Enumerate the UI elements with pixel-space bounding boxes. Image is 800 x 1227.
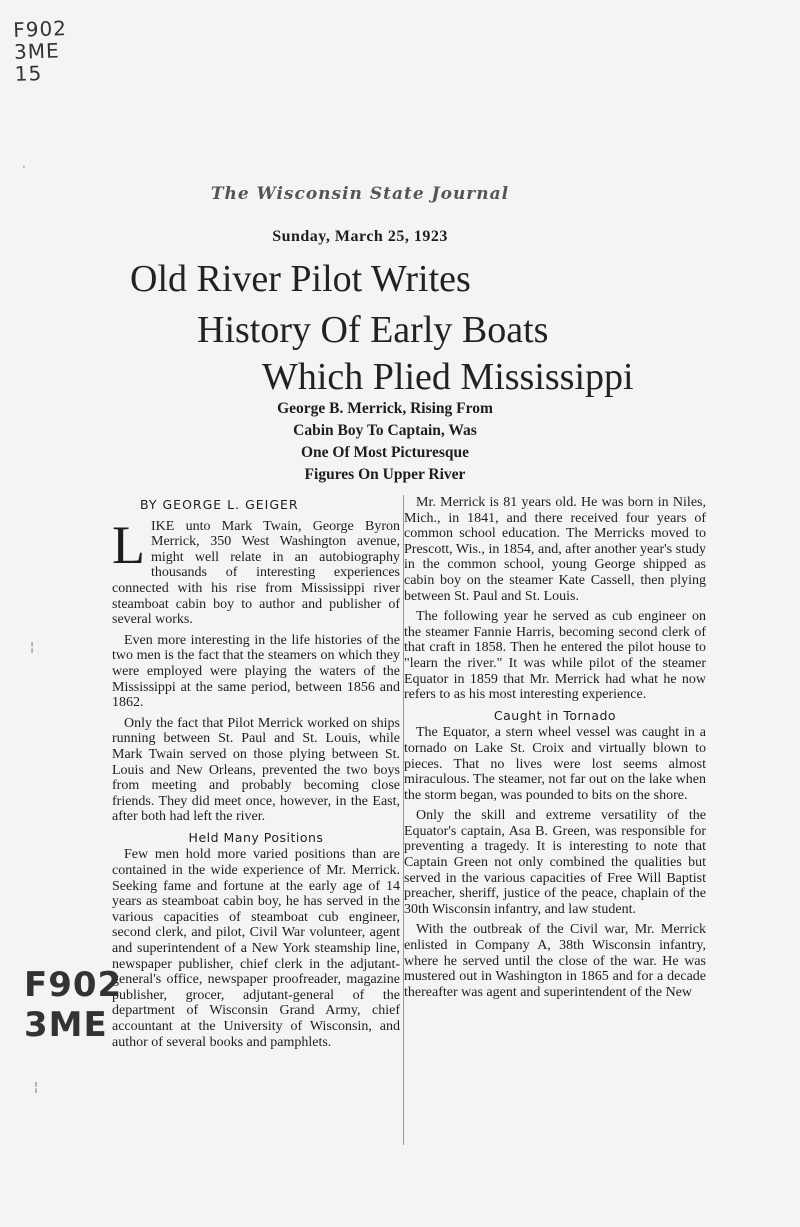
article-paragraph: Only the fact that Pilot Merrick worked on ships running between St. Paul and St. Louis, while Mark Twain served on those plying between St. Louis and New Orleans, prevented the two boys from meeting and probably becoming close friends. They did meet once, however, in the East, after both had left the river. (112, 715, 400, 825)
article-paragraph: Mr. Merrick is 81 years old. He was born in Niles, Mich., in 1841, and there received four years of common school education. The Merricks moved to Prescott, Wis., in 1854, and, after another year's study in the common school, young George shipped as cabin boy on the steamer Kate Cassell, then plying between St. Paul and St. Louis. (404, 495, 706, 604)
deck-line: One Of Most Picturesque (300, 444, 470, 461)
handwritten-line: F902 (24, 965, 123, 1005)
archive-handwritten-code-top (13, 17, 69, 85)
article-paragraph: The following year he served as cub engineer on the steamer Fannie Harris, becoming second clerk of that craft in 1858. Then he entered the pilot house to "learn the river." It was while pilot of the steamer Equator in 1859 that Mr. Merrick had what he now refers to as his most interesting experience. (404, 609, 706, 703)
handwritten-line: 3ME (24, 1005, 108, 1045)
drop-cap: L (112, 514, 145, 575)
headline-line-1: Old River Pilot Writes (130, 258, 471, 300)
article-paragraph: With the outbreak of the Civil war, Mr. Merrick enlisted in Company A, 38th Wisconsin infantry, where he served until the close of the war. He was mustered out in Washington in 1865 and for a decade thereafter was agent and superintendent of the New (404, 922, 706, 1000)
margin-mark: · (22, 160, 26, 174)
article-paragraph: Even more interesting in the life histories of the two men is the fact that the steamers on which they were employed were playing the waters of the Mississippi at the same period, between 1856 and 1862. (112, 632, 400, 711)
margin-mark: ¦ (34, 1080, 39, 1094)
article-paragraph: LIKE unto Mark Twain, George Byron Merrick, 350 West Washington avenue, might well relate in an autobiography thousands of interesting experiences connected with his rise from Mississippi river steamboat cabin boy to author and publisher of several works. (112, 514, 400, 628)
deck-line: George B. Merrick, Rising From (277, 400, 493, 417)
byline: BY GEORGE L. GEIGER (140, 497, 299, 512)
deck-line: Figures On Upper River (304, 466, 466, 483)
subheadline-deck (230, 398, 540, 486)
section-subhead: Caught in Tornado (493, 707, 617, 723)
section-subhead: Held Many Positions (188, 829, 324, 845)
archive-handwritten-code-bottom (24, 965, 122, 1045)
margin-mark: ¦ (30, 640, 35, 654)
handwritten-line: F902 (12, 16, 68, 42)
article-paragraph: Few men hold more varied positions than are contained in the wide experience of Mr. Merrick. Seeking fame and fortune at the early age of 14 years as steamboat cabin boy, he has served in the various capacities of steamboat cub engineer, second clerk, and pilot, Civil War volunteer, agent and superintendent of a New York steamship line, newspaper publisher, chief clerk in the adjutant-general's office, newspaper proofreader, magazine publisher, grocer, adjutant-general of the department of Wisconsin Grand Army, chief accountant at the University of Wisconsin, and author of several books and pamphlets. (112, 847, 400, 1050)
handwritten-line: 15 (14, 60, 43, 86)
article-column-1 (112, 495, 400, 1055)
headline-line-3: Which Plied Mississippi (262, 356, 634, 398)
article-paragraph: Only the skill and extreme versatility of the Equator's captain, Asa B. Green, was responsible for preventing a tragedy. It is interesting to note that Captain Green not only combined the qualities but served in the various capacities of Free Will Baptist preacher, sheriff, justice of the peace, chaplain of the 30th Wisconsin infantry, and law student. (404, 808, 706, 917)
deck-line: Cabin Boy To Captain, Was (293, 422, 477, 439)
headline-line-2: History Of Early Boats (197, 309, 549, 351)
article-paragraph: The Equator, a stern wheel vessel was caught in a tornado on Lake St. Croix and virtually blown to pieces. That no lives were lost seems almost miraculous. The steamer, not far out on the lake when the storm began, was pounded to bits on the shore. (404, 725, 706, 803)
handwritten-line: 3ME (13, 38, 61, 64)
article-column-2 (404, 495, 706, 1005)
newspaper-masthead: The Wisconsin State Journal (210, 184, 510, 204)
publication-date: Sunday, March 25, 1923 (272, 228, 448, 245)
